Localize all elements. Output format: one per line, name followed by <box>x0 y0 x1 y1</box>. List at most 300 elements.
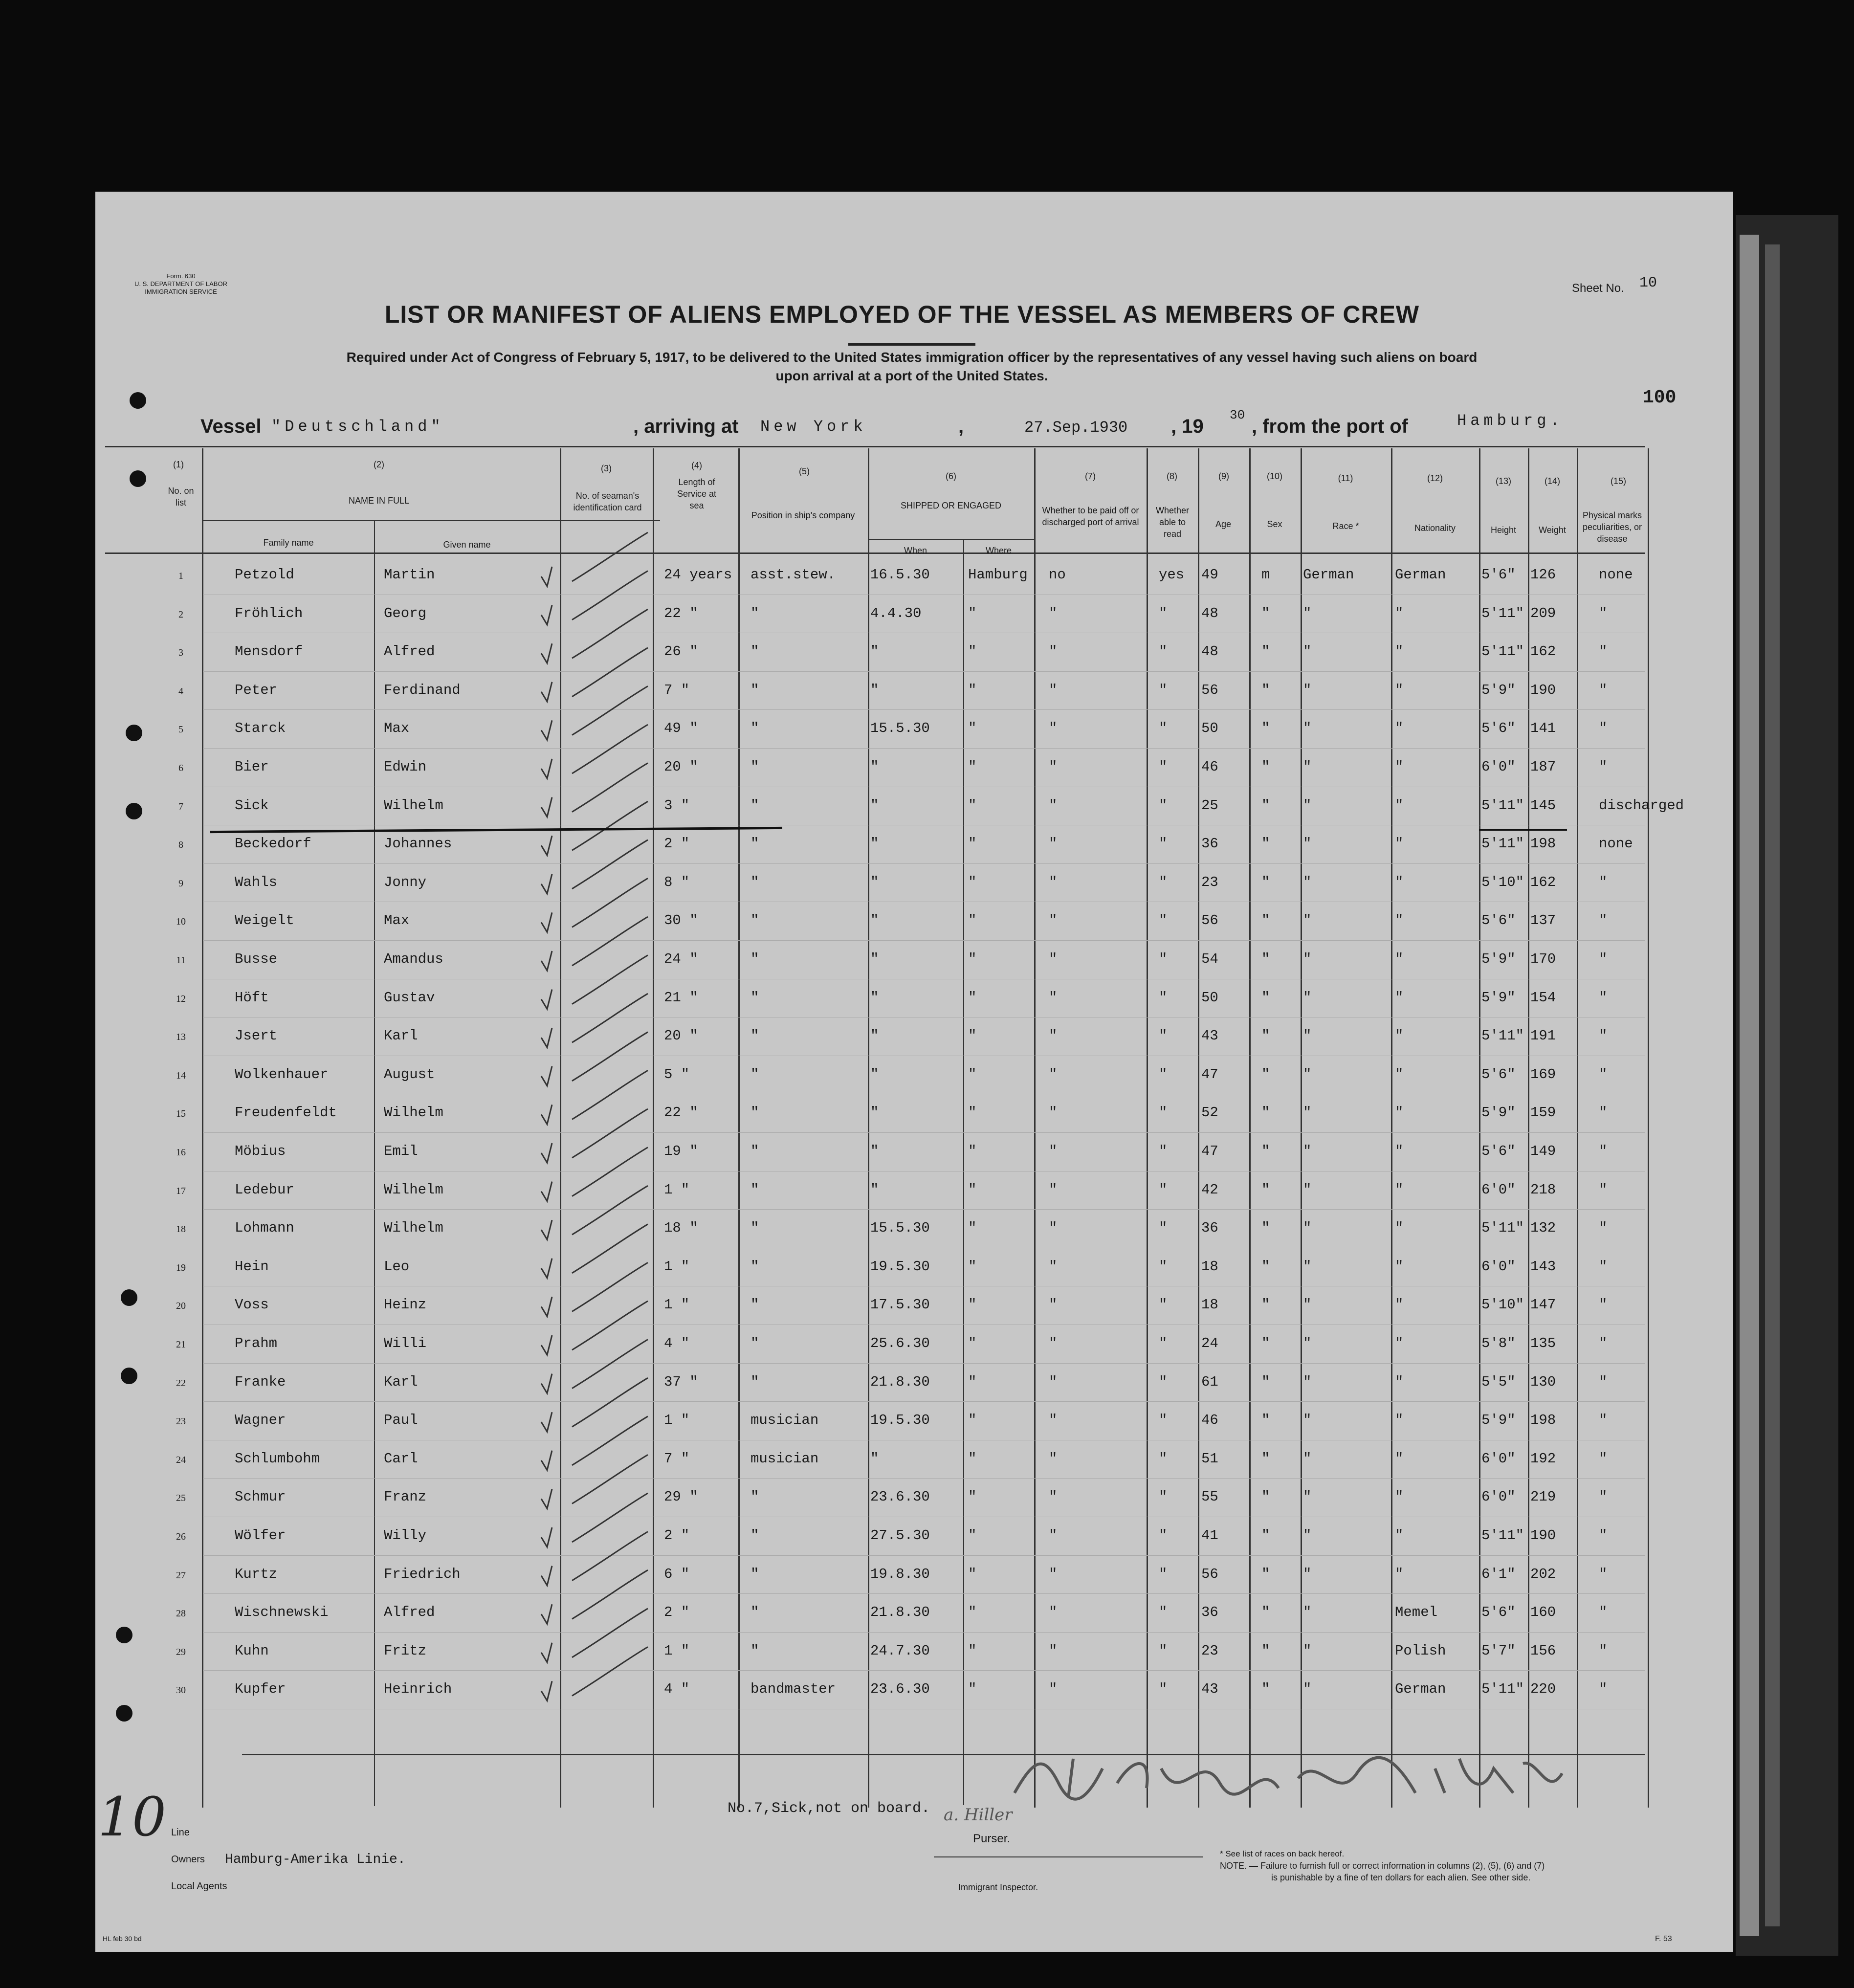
cell-paid: " <box>1049 759 1058 775</box>
cell-race: " <box>1303 1681 1312 1698</box>
cell-marks: discharged <box>1599 797 1684 814</box>
cell-race: " <box>1303 1297 1312 1313</box>
cell-weight: 219 <box>1530 1489 1556 1505</box>
cell-position: " <box>750 1220 759 1237</box>
cell-given: Karl <box>384 1373 418 1390</box>
check-mark <box>541 1340 648 1393</box>
purser-label: Purser. <box>973 1832 1011 1845</box>
sheet-number: 10 <box>1639 275 1657 291</box>
cell-no: 21 <box>176 1339 186 1350</box>
id-card-check-marks <box>95 192 1733 1952</box>
cell-nat: " <box>1395 682 1404 698</box>
cell-when: 21.8.30 <box>870 1604 930 1621</box>
cell-when: " <box>870 912 879 929</box>
cell-read: " <box>1159 682 1168 698</box>
page-edge-strip <box>1736 215 1838 1956</box>
cell-sex: " <box>1261 1028 1270 1044</box>
cell-race: " <box>1303 1489 1312 1505</box>
cell-when: " <box>870 874 879 890</box>
check-mark <box>541 878 648 932</box>
cell-given: Jonny <box>384 874 427 890</box>
cell-weight: 169 <box>1530 1066 1556 1082</box>
cell-where: " <box>968 1681 977 1698</box>
cell-family: Beckedorf <box>235 836 311 852</box>
check-mark <box>541 571 648 625</box>
cell-when: 24.7.30 <box>870 1642 930 1659</box>
cell-no: 5 <box>178 724 183 735</box>
cell-service: 26 " <box>664 643 698 660</box>
cell-race: " <box>1303 759 1312 775</box>
cell-when: 23.6.30 <box>870 1489 930 1505</box>
cell-race: " <box>1303 874 1312 890</box>
cell-given: August <box>384 1066 435 1082</box>
cell-read: " <box>1159 1412 1168 1429</box>
cell-weight: 198 <box>1530 836 1556 852</box>
cell-nat: Memel <box>1395 1604 1438 1621</box>
cell-height: 5'9" <box>1481 951 1516 967</box>
cell-given: Wilhelm <box>384 797 443 814</box>
cell-weight: 126 <box>1530 567 1556 583</box>
cell-height: 5'6" <box>1481 567 1516 583</box>
cell-no: 26 <box>176 1531 186 1542</box>
cell-weight: 162 <box>1530 874 1556 890</box>
cell-given: Paul <box>384 1412 418 1429</box>
cell-position: musician <box>750 1450 819 1467</box>
check-mark <box>541 1609 648 1662</box>
cell-age: 52 <box>1201 1104 1218 1121</box>
cell-no: 6 <box>178 763 183 773</box>
cell-no: 2 <box>178 609 183 620</box>
cell-when: 16.5.30 <box>870 567 930 583</box>
cell-no: 27 <box>176 1569 186 1581</box>
cell-marks: " <box>1599 1335 1608 1351</box>
cell-service: 5 " <box>664 1066 690 1082</box>
cell-sex: " <box>1261 1642 1270 1659</box>
cell-no: 9 <box>178 878 183 889</box>
cell-weight: 132 <box>1530 1220 1556 1237</box>
cell-nat: " <box>1395 759 1404 775</box>
cell-where: " <box>968 1450 977 1467</box>
cell-age: 49 <box>1201 567 1218 583</box>
purser-rule <box>934 1856 1203 1857</box>
cell-paid: " <box>1049 1373 1058 1390</box>
cell-age: 25 <box>1201 797 1218 814</box>
cell-age: 48 <box>1201 605 1218 621</box>
cell-height: 5'9" <box>1481 1104 1516 1121</box>
check-mark <box>541 917 648 971</box>
cell-paid: " <box>1049 874 1058 890</box>
cell-no: 30 <box>176 1685 186 1696</box>
cell-marks: " <box>1599 720 1608 737</box>
check-mark <box>541 1532 648 1586</box>
cell-family: Kurtz <box>235 1566 278 1582</box>
cell-nat: " <box>1395 1143 1404 1159</box>
cell-nat: " <box>1395 1527 1404 1544</box>
cell-race: " <box>1303 1335 1312 1351</box>
cell-marks: " <box>1599 1297 1608 1313</box>
cell-position: " <box>750 1066 759 1082</box>
cell-family: Jsert <box>235 1028 278 1044</box>
cell-marks: " <box>1599 874 1608 890</box>
cell-service: 4 " <box>664 1335 690 1351</box>
cell-race: " <box>1303 1220 1312 1237</box>
cell-weight: 198 <box>1530 1412 1556 1429</box>
cell-service: 20 " <box>664 759 698 775</box>
cell-position: " <box>750 720 759 737</box>
cell-nat: " <box>1395 989 1404 1006</box>
cell-age: 56 <box>1201 1566 1218 1582</box>
cell-weight: 190 <box>1530 682 1556 698</box>
cell-sex: " <box>1261 1566 1270 1582</box>
cell-service: 20 " <box>664 1028 698 1044</box>
check-mark <box>541 648 648 702</box>
cell-age: 56 <box>1201 682 1218 698</box>
cell-read: " <box>1159 989 1168 1006</box>
cell-marks: " <box>1599 1604 1608 1621</box>
cell-sex: " <box>1261 797 1270 814</box>
cell-height: 5'10" <box>1481 874 1524 890</box>
cell-given: Willi <box>384 1335 427 1351</box>
cell-position: " <box>750 1335 759 1351</box>
cell-no: 8 <box>178 839 183 851</box>
cell-nat: " <box>1395 951 1404 967</box>
cell-weight: 149 <box>1530 1143 1556 1159</box>
cell-where: " <box>968 1412 977 1429</box>
cell-read: " <box>1159 1489 1168 1505</box>
cell-height: 5'11" <box>1481 836 1524 852</box>
owners-value: Hamburg-Amerika Linie. <box>225 1852 406 1867</box>
cell-service: 8 " <box>664 874 690 890</box>
cell-race: " <box>1303 1258 1312 1275</box>
cell-age: 47 <box>1201 1066 1218 1082</box>
cell-weight: 141 <box>1530 720 1556 737</box>
cell-nat: " <box>1395 1066 1404 1082</box>
cell-given: Emil <box>384 1143 418 1159</box>
cell-race: " <box>1303 1066 1312 1082</box>
cell-sex: " <box>1261 1681 1270 1698</box>
cell-family: Prahm <box>235 1335 278 1351</box>
cell-position: " <box>750 1566 759 1582</box>
cell-service: 29 " <box>664 1489 698 1505</box>
cell-paid: " <box>1049 1604 1058 1621</box>
cell-nat: " <box>1395 1450 1404 1467</box>
cell-position: " <box>750 1181 759 1198</box>
cell-marks: " <box>1599 1104 1608 1121</box>
cell-sex: " <box>1261 759 1270 775</box>
cell-position: musician <box>750 1412 819 1429</box>
cell-sex: " <box>1261 1604 1270 1621</box>
cell-where: " <box>968 912 977 929</box>
cell-marks: " <box>1599 682 1608 698</box>
cell-race: " <box>1303 1028 1312 1044</box>
cell-marks: " <box>1599 1489 1608 1505</box>
cell-read: " <box>1159 1335 1168 1351</box>
year-value: 30 <box>1230 408 1245 422</box>
cell-height: 5'11" <box>1481 797 1524 814</box>
cell-service: 4 " <box>664 1681 690 1698</box>
cell-sex: " <box>1261 1104 1270 1121</box>
cell-when: 15.5.30 <box>870 720 930 737</box>
cell-height: 5'9" <box>1481 682 1516 698</box>
check-mark <box>541 763 648 817</box>
cell-race: " <box>1303 912 1312 929</box>
cell-height: 5'6" <box>1481 1143 1516 1159</box>
cell-marks: " <box>1599 1373 1608 1390</box>
cell-given: Karl <box>384 1028 418 1044</box>
cell-read: yes <box>1159 567 1185 583</box>
cell-family: Wolkenhauer <box>235 1066 329 1082</box>
cell-given: Alfred <box>384 1604 435 1621</box>
cell-weight: 156 <box>1530 1642 1556 1659</box>
cell-family: Freudenfeldt <box>235 1104 337 1121</box>
cell-height: 5'11" <box>1481 605 1524 621</box>
cell-when: " <box>870 989 879 1006</box>
inspector-label: Immigrant Inspector. <box>958 1882 1038 1892</box>
cell-nat: " <box>1395 1335 1404 1351</box>
cell-where: " <box>968 1566 977 1582</box>
cell-age: 36 <box>1201 1604 1218 1621</box>
cell-sex: " <box>1261 951 1270 967</box>
cell-given: Leo <box>384 1258 410 1275</box>
cell-height: 5'6" <box>1481 1066 1516 1082</box>
cell-paid: " <box>1049 1335 1058 1351</box>
cell-paid: " <box>1049 643 1058 660</box>
check-mark <box>541 1224 648 1278</box>
cell-read: " <box>1159 1297 1168 1313</box>
cell-position: " <box>750 682 759 698</box>
cell-when: " <box>870 1066 879 1082</box>
cell-service: 49 " <box>664 720 698 737</box>
cell-where: " <box>968 1066 977 1082</box>
cell-weight: 191 <box>1530 1028 1556 1044</box>
cell-paid: " <box>1049 1143 1058 1159</box>
cell-weight: 187 <box>1530 759 1556 775</box>
cell-nat: " <box>1395 1028 1404 1044</box>
cell-service: 22 " <box>664 1104 698 1121</box>
cell-no: 1 <box>178 571 183 581</box>
cell-race: German <box>1303 567 1354 583</box>
cell-paid: " <box>1049 1028 1058 1044</box>
cell-given: Heinz <box>384 1297 427 1313</box>
cell-read: " <box>1159 1566 1168 1582</box>
cell-height: 5'11" <box>1481 643 1524 660</box>
cell-height: 5'9" <box>1481 1412 1516 1429</box>
cell-read: " <box>1159 1258 1168 1275</box>
cell-race: " <box>1303 605 1312 621</box>
cell-when: " <box>870 797 879 814</box>
cell-nat: " <box>1395 605 1404 621</box>
cell-weight: 137 <box>1530 912 1556 929</box>
cell-read: " <box>1159 1527 1168 1544</box>
cell-service: 7 " <box>664 1450 690 1467</box>
cell-given: Martin <box>384 567 435 583</box>
cell-paid: " <box>1049 951 1058 967</box>
cell-service: 1 " <box>664 1297 690 1313</box>
check-mark <box>541 1032 648 1086</box>
arriving-label: , arriving at <box>633 416 739 437</box>
cell-nat: " <box>1395 1181 1404 1198</box>
cell-when: " <box>870 1143 879 1159</box>
cell-age: 50 <box>1201 720 1218 737</box>
cell-position: " <box>750 1028 759 1044</box>
cell-paid: " <box>1049 989 1058 1006</box>
cell-race: " <box>1303 1604 1312 1621</box>
cell-where: " <box>968 643 977 660</box>
cell-given: Max <box>384 912 410 929</box>
cell-service: 24 years <box>664 567 732 583</box>
cell-paid: " <box>1049 1066 1058 1082</box>
cell-where: " <box>968 1181 977 1198</box>
cell-sex: " <box>1261 720 1270 737</box>
cell-service: 7 " <box>664 682 690 698</box>
cell-height: 5'11" <box>1481 1527 1524 1544</box>
cell-position: " <box>750 605 759 621</box>
cell-when: 23.6.30 <box>870 1681 930 1698</box>
cell-when: 19.5.30 <box>870 1258 930 1275</box>
cell-where: " <box>968 1258 977 1275</box>
cell-when: " <box>870 1181 879 1198</box>
arrival-date: 27.Sep.1930 <box>1024 419 1128 437</box>
cell-age: 47 <box>1201 1143 1218 1159</box>
cell-height: 6'0" <box>1481 1450 1516 1467</box>
cell-paid: " <box>1049 682 1058 698</box>
cell-position: " <box>750 797 759 814</box>
penalty-note-2: is punishable by a fine of ten dollars for each alien. See other side. <box>1271 1873 1531 1882</box>
line-label: Line <box>171 1827 190 1838</box>
cell-service: 18 " <box>664 1220 698 1237</box>
print-code: HL feb 30 bd <box>103 1935 142 1943</box>
cell-race: " <box>1303 1373 1312 1390</box>
cell-family: Wischnewski <box>235 1604 329 1621</box>
cell-race: " <box>1303 1642 1312 1659</box>
cell-position: " <box>750 1642 759 1659</box>
cell-where: " <box>968 1527 977 1544</box>
cell-marks: " <box>1599 1028 1608 1044</box>
check-mark <box>541 955 648 1009</box>
cell-when: 17.5.30 <box>870 1297 930 1313</box>
cell-marks: " <box>1599 1181 1608 1198</box>
cell-given: Johannes <box>384 836 452 852</box>
cell-nat: " <box>1395 1412 1404 1429</box>
cell-position: asst.stew. <box>750 567 836 583</box>
cell-no: 18 <box>176 1224 186 1235</box>
check-mark <box>541 1301 648 1355</box>
cell-read: " <box>1159 797 1168 814</box>
cell-race: " <box>1303 951 1312 967</box>
cell-where: " <box>968 720 977 737</box>
cell-weight: 202 <box>1530 1566 1556 1582</box>
cell-nat: " <box>1395 1297 1404 1313</box>
cell-read: " <box>1159 1604 1168 1621</box>
cell-paid: " <box>1049 1527 1058 1544</box>
cell-family: Weigelt <box>235 912 294 929</box>
cell-sex: " <box>1261 1450 1270 1467</box>
cell-marks: " <box>1599 1566 1608 1582</box>
cell-when: " <box>870 836 879 852</box>
cell-height: 5'8" <box>1481 1335 1516 1351</box>
cell-read: " <box>1159 1220 1168 1237</box>
cell-race: " <box>1303 720 1312 737</box>
cell-no: 19 <box>176 1262 186 1273</box>
cell-where: " <box>968 1604 977 1621</box>
cell-sex: " <box>1261 1181 1270 1198</box>
cell-service: 37 " <box>664 1373 698 1390</box>
page-title: LIST OR MANIFEST OF ALIENS EMPLOYED OF THE VESSEL AS MEMBERS OF CREW <box>384 301 1420 328</box>
cell-service: 1 " <box>664 1642 690 1659</box>
cell-family: Möbius <box>235 1143 286 1159</box>
cell-age: 36 <box>1201 1220 1218 1237</box>
cell-where: " <box>968 1335 977 1351</box>
cell-given: Wilhelm <box>384 1220 443 1237</box>
check-mark <box>541 1570 648 1624</box>
cell-no: 16 <box>176 1147 186 1158</box>
cell-read: " <box>1159 1450 1168 1467</box>
cell-height: 6'0" <box>1481 759 1516 775</box>
cell-when: " <box>870 1028 879 1044</box>
cell-family: Mensdorf <box>235 643 303 660</box>
cell-position: " <box>750 1527 759 1544</box>
cell-sex: " <box>1261 1258 1270 1275</box>
check-mark <box>541 1416 648 1470</box>
cell-paid: " <box>1049 1489 1058 1505</box>
cell-age: 55 <box>1201 1489 1218 1505</box>
check-mark <box>541 532 648 586</box>
cell-service: 24 " <box>664 951 698 967</box>
cell-given: Amandus <box>384 951 443 967</box>
owners-label: Owners <box>171 1854 205 1865</box>
cell-age: 56 <box>1201 912 1218 929</box>
cell-nat: " <box>1395 1104 1404 1121</box>
cell-race: " <box>1303 797 1312 814</box>
cell-position: " <box>750 1604 759 1621</box>
cell-service: 21 " <box>664 989 698 1006</box>
cell-given: Edwin <box>384 759 427 775</box>
cell-nat: " <box>1395 1373 1404 1390</box>
cell-position: " <box>750 874 759 890</box>
cell-position: bandmaster <box>750 1681 836 1698</box>
cell-where: " <box>968 682 977 698</box>
check-mark <box>541 686 648 740</box>
cell-race: " <box>1303 1181 1312 1198</box>
cell-marks: " <box>1599 1527 1608 1544</box>
cell-no: 25 <box>176 1493 186 1504</box>
cell-service: 2 " <box>664 1527 690 1544</box>
cell-marks: " <box>1599 1681 1608 1698</box>
cell-age: 36 <box>1201 836 1218 852</box>
cell-when: 4.4.30 <box>870 605 922 621</box>
cell-read: " <box>1159 912 1168 929</box>
cell-where: Hamburg <box>968 567 1028 583</box>
cell-position: " <box>750 1297 759 1313</box>
check-mark <box>541 1148 648 1201</box>
sick-note: No.7,Sick,not on board. <box>728 1800 930 1817</box>
arriving-port: New York <box>760 418 867 436</box>
cell-when: 25.6.30 <box>870 1335 930 1351</box>
cell-paid: " <box>1049 1297 1058 1313</box>
cell-service: 2 " <box>664 836 690 852</box>
inspector-signature <box>1005 1739 1591 1812</box>
cell-marks: " <box>1599 951 1608 967</box>
cell-service: 1 " <box>664 1258 690 1275</box>
cell-age: 24 <box>1201 1335 1218 1351</box>
cell-height: 5'9" <box>1481 989 1516 1006</box>
cell-family: Lohmann <box>235 1220 294 1237</box>
cell-family: Schmur <box>235 1489 286 1505</box>
cell-paid: " <box>1049 1220 1058 1237</box>
cell-when: " <box>870 1104 879 1121</box>
cell-sex: " <box>1261 1297 1270 1313</box>
cell-weight: 143 <box>1530 1258 1556 1275</box>
